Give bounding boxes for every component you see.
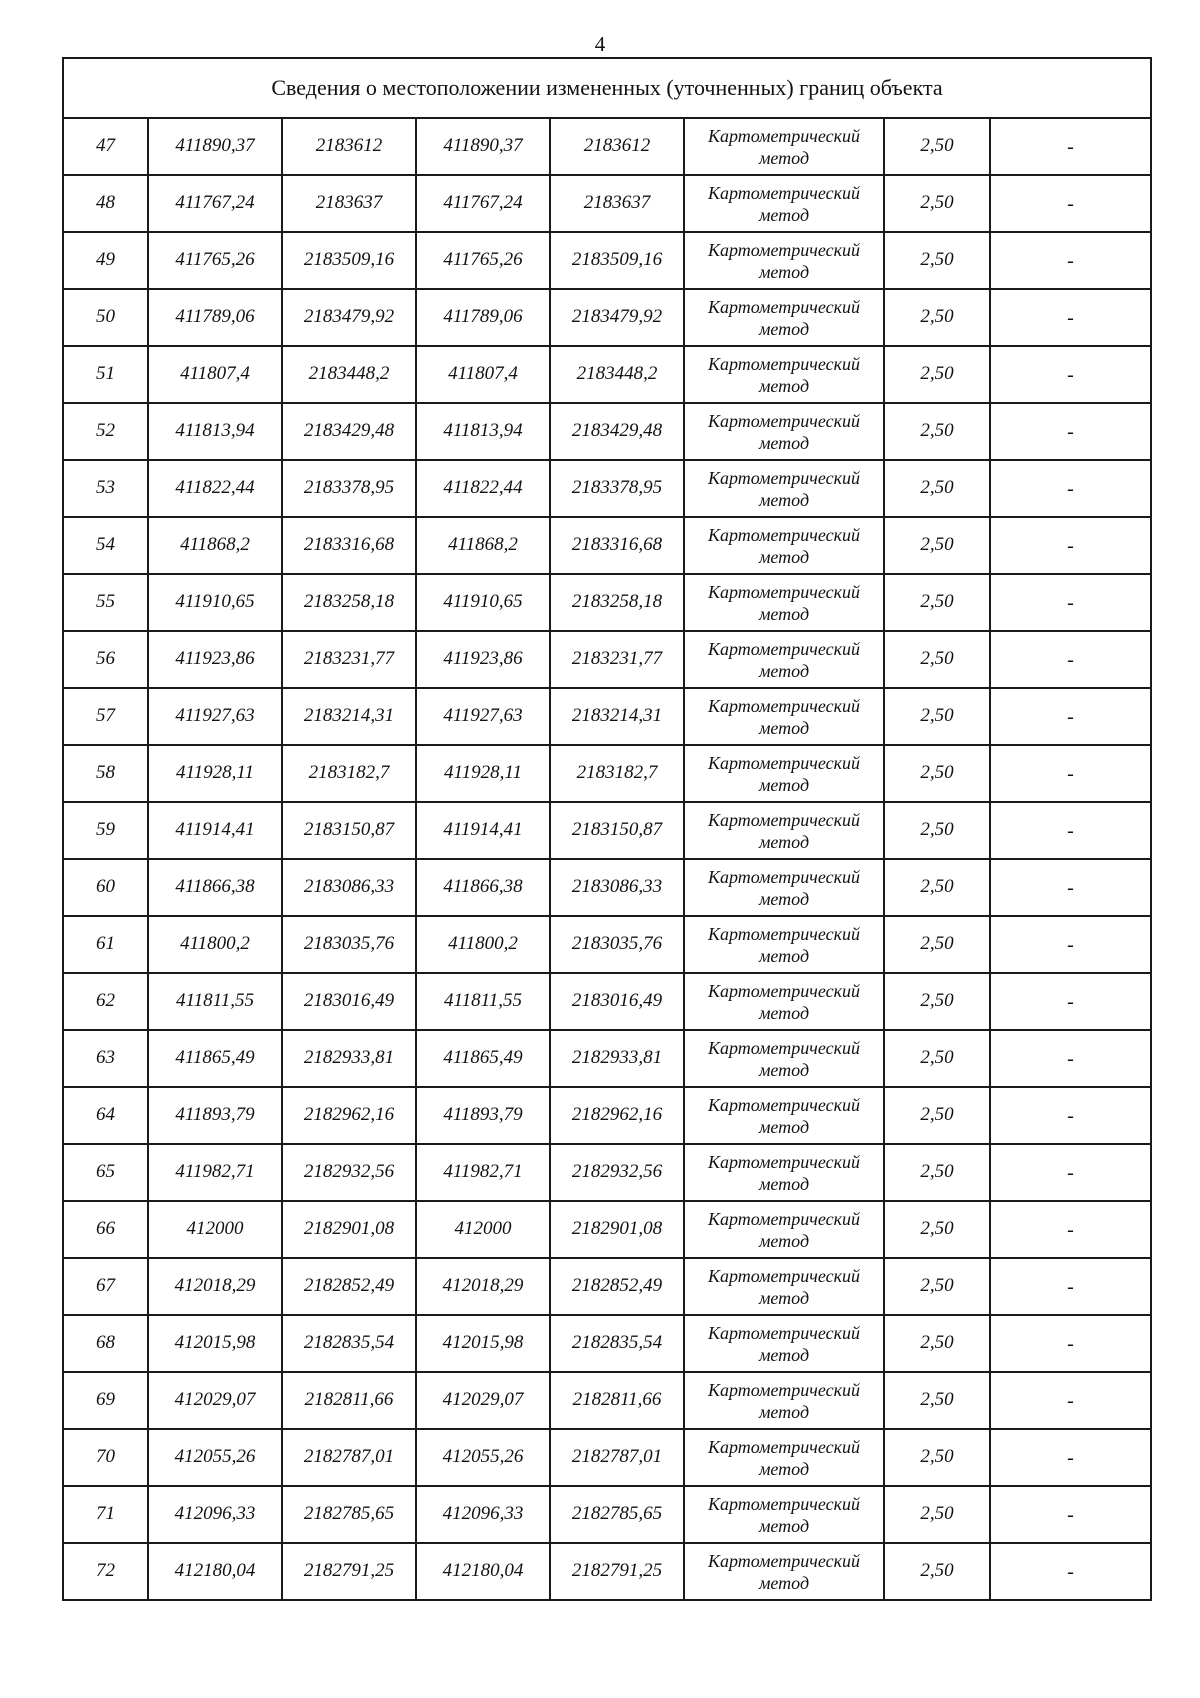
point-number-cell: 47 [63,118,148,175]
point-number-cell: 60 [63,859,148,916]
refined-x-cell: 411868,2 [416,517,550,574]
refined-x-cell: 411914,41 [416,802,550,859]
accuracy-cell: 2,50 [884,916,990,973]
description-cell: - [990,460,1151,517]
refined-x-cell: 411866,38 [416,859,550,916]
refined-x-cell: 411982,71 [416,1144,550,1201]
existing-x-cell: 411928,11 [148,745,282,802]
point-number-cell: 58 [63,745,148,802]
refined-y-cell: 2182811,66 [550,1372,684,1429]
existing-x-cell: 411765,26 [148,232,282,289]
method-cell: Картометрический метод [684,859,884,916]
point-number-cell: 50 [63,289,148,346]
point-number-cell: 69 [63,1372,148,1429]
description-cell: - [990,175,1151,232]
refined-x-cell: 411813,94 [416,403,550,460]
method-cell: Картометрический метод [684,118,884,175]
accuracy-cell: 2,50 [884,688,990,745]
point-number-cell: 62 [63,973,148,1030]
refined-x-cell: 411811,55 [416,973,550,1030]
table-title-row [63,58,1151,118]
boundary-coordinates-table [62,57,1152,1601]
refined-y-cell: 2183612 [550,118,684,175]
existing-y-cell: 2182787,01 [282,1429,416,1486]
refined-x-cell: 412018,29 [416,1258,550,1315]
method-cell: Картометрический метод [684,460,884,517]
method-cell: Картометрический метод [684,631,884,688]
description-cell: - [990,1144,1151,1201]
existing-y-cell: 2182835,54 [282,1315,416,1372]
method-cell: Картометрический метод [684,1372,884,1429]
refined-x-cell: 411927,63 [416,688,550,745]
accuracy-cell: 2,50 [884,1087,990,1144]
point-number-cell: 72 [63,1543,148,1600]
method-cell: Картометрический метод [684,1315,884,1372]
method-cell: Картометрический метод [684,289,884,346]
table-row [63,916,1151,973]
method-cell: Картометрический метод [684,517,884,574]
point-number-cell: 49 [63,232,148,289]
method-cell: Картометрический метод [684,745,884,802]
existing-x-cell: 411822,44 [148,460,282,517]
existing-y-cell: 2182901,08 [282,1201,416,1258]
refined-y-cell: 2183231,77 [550,631,684,688]
refined-y-cell: 2182962,16 [550,1087,684,1144]
point-number-cell: 70 [63,1429,148,1486]
existing-x-cell: 411982,71 [148,1144,282,1201]
table-row [63,1087,1151,1144]
refined-y-cell: 2182852,49 [550,1258,684,1315]
refined-y-cell: 2182932,56 [550,1144,684,1201]
accuracy-cell: 2,50 [884,118,990,175]
refined-x-cell: 411767,24 [416,175,550,232]
point-number-cell: 61 [63,916,148,973]
description-cell: - [990,1315,1151,1372]
accuracy-cell: 2,50 [884,802,990,859]
table-row [63,1315,1151,1372]
existing-y-cell: 2183258,18 [282,574,416,631]
existing-x-cell: 412096,33 [148,1486,282,1543]
table-row [63,631,1151,688]
table-row [63,1429,1151,1486]
accuracy-cell: 2,50 [884,175,990,232]
table-row [63,1030,1151,1087]
table-row [63,1201,1151,1258]
refined-x-cell: 411893,79 [416,1087,550,1144]
description-cell: - [990,1258,1151,1315]
method-cell: Картометрический метод [684,1258,884,1315]
point-number-cell: 54 [63,517,148,574]
method-cell: Картометрический метод [684,232,884,289]
accuracy-cell: 2,50 [884,289,990,346]
point-number-cell: 65 [63,1144,148,1201]
description-cell: - [990,517,1151,574]
description-cell: - [990,973,1151,1030]
existing-y-cell: 2183150,87 [282,802,416,859]
method-cell: Картометрический метод [684,973,884,1030]
method-cell: Картометрический метод [684,175,884,232]
point-number-cell: 68 [63,1315,148,1372]
description-cell: - [990,1486,1151,1543]
accuracy-cell: 2,50 [884,1543,990,1600]
existing-x-cell: 411813,94 [148,403,282,460]
existing-x-cell: 411927,63 [148,688,282,745]
accuracy-cell: 2,50 [884,1372,990,1429]
method-cell: Картометрический метод [684,1087,884,1144]
refined-y-cell: 2183016,49 [550,973,684,1030]
description-cell: - [990,346,1151,403]
table-row [63,1258,1151,1315]
table-row [63,517,1151,574]
refined-x-cell: 411800,2 [416,916,550,973]
existing-x-cell: 411923,86 [148,631,282,688]
existing-y-cell: 2182962,16 [282,1087,416,1144]
method-cell: Картометрический метод [684,1030,884,1087]
refined-x-cell: 411910,65 [416,574,550,631]
refined-y-cell: 2183448,2 [550,346,684,403]
point-number-cell: 56 [63,631,148,688]
refined-x-cell: 411822,44 [416,460,550,517]
refined-y-cell: 2183378,95 [550,460,684,517]
description-cell: - [990,916,1151,973]
refined-x-cell: 412029,07 [416,1372,550,1429]
refined-x-cell: 411765,26 [416,232,550,289]
existing-x-cell: 412029,07 [148,1372,282,1429]
refined-y-cell: 2182835,54 [550,1315,684,1372]
point-number-cell: 66 [63,1201,148,1258]
description-cell: - [990,403,1151,460]
accuracy-cell: 2,50 [884,1258,990,1315]
refined-y-cell: 2183509,16 [550,232,684,289]
refined-y-cell: 2183258,18 [550,574,684,631]
description-cell: - [990,631,1151,688]
accuracy-cell: 2,50 [884,403,990,460]
refined-x-cell: 412015,98 [416,1315,550,1372]
refined-y-cell: 2183429,48 [550,403,684,460]
description-cell: - [990,802,1151,859]
method-cell: Картометрический метод [684,1144,884,1201]
table-row [63,745,1151,802]
method-cell: Картометрический метод [684,1429,884,1486]
refined-x-cell: 412180,04 [416,1543,550,1600]
refined-x-cell: 411865,49 [416,1030,550,1087]
accuracy-cell: 2,50 [884,517,990,574]
accuracy-cell: 2,50 [884,460,990,517]
table-row [63,175,1151,232]
description-cell: - [990,1543,1151,1600]
table-row [63,346,1151,403]
existing-y-cell: 2182933,81 [282,1030,416,1087]
existing-x-cell: 411893,79 [148,1087,282,1144]
table-row [63,1372,1151,1429]
point-number-cell: 64 [63,1087,148,1144]
accuracy-cell: 2,50 [884,346,990,403]
accuracy-cell: 2,50 [884,1486,990,1543]
existing-x-cell: 412055,26 [148,1429,282,1486]
method-cell: Картометрический метод [684,403,884,460]
refined-y-cell: 2182933,81 [550,1030,684,1087]
table-row [63,574,1151,631]
table-body [63,58,1151,1600]
refined-x-cell: 412000 [416,1201,550,1258]
table-row [63,688,1151,745]
existing-x-cell: 411865,49 [148,1030,282,1087]
refined-x-cell: 411928,11 [416,745,550,802]
table-row [63,118,1151,175]
refined-x-cell: 411890,37 [416,118,550,175]
existing-x-cell: 411890,37 [148,118,282,175]
existing-y-cell: 2182932,56 [282,1144,416,1201]
accuracy-cell: 2,50 [884,232,990,289]
existing-y-cell: 2183231,77 [282,631,416,688]
accuracy-cell: 2,50 [884,1030,990,1087]
existing-x-cell: 411914,41 [148,802,282,859]
description-cell: - [990,1372,1151,1429]
accuracy-cell: 2,50 [884,1144,990,1201]
method-cell: Картометрический метод [684,1543,884,1600]
existing-x-cell: 412018,29 [148,1258,282,1315]
existing-x-cell: 412015,98 [148,1315,282,1372]
existing-y-cell: 2183086,33 [282,859,416,916]
accuracy-cell: 2,50 [884,859,990,916]
point-number-cell: 51 [63,346,148,403]
refined-y-cell: 2182785,65 [550,1486,684,1543]
refined-y-cell: 2183316,68 [550,517,684,574]
table-row [63,859,1151,916]
method-cell: Картометрический метод [684,802,884,859]
existing-y-cell: 2183214,31 [282,688,416,745]
point-number-cell: 48 [63,175,148,232]
refined-y-cell: 2182791,25 [550,1543,684,1600]
existing-x-cell: 411811,55 [148,973,282,1030]
description-cell: - [990,1201,1151,1258]
table-row [63,403,1151,460]
accuracy-cell: 2,50 [884,745,990,802]
description-cell: - [990,118,1151,175]
table-row [63,1486,1151,1543]
description-cell: - [990,859,1151,916]
existing-y-cell: 2183378,95 [282,460,416,517]
method-cell: Картометрический метод [684,688,884,745]
existing-x-cell: 411910,65 [148,574,282,631]
refined-x-cell: 412096,33 [416,1486,550,1543]
existing-y-cell: 2183016,49 [282,973,416,1030]
table-row [63,289,1151,346]
refined-x-cell: 411789,06 [416,289,550,346]
refined-y-cell: 2183086,33 [550,859,684,916]
accuracy-cell: 2,50 [884,1429,990,1486]
refined-y-cell: 2183035,76 [550,916,684,973]
method-cell: Картометрический метод [684,1486,884,1543]
table-row [63,460,1151,517]
accuracy-cell: 2,50 [884,574,990,631]
accuracy-cell: 2,50 [884,631,990,688]
existing-y-cell: 2182785,65 [282,1486,416,1543]
description-cell: - [990,1030,1151,1087]
refined-y-cell: 2183479,92 [550,289,684,346]
refined-y-cell: 2183214,31 [550,688,684,745]
existing-y-cell: 2183035,76 [282,916,416,973]
accuracy-cell: 2,50 [884,1201,990,1258]
existing-y-cell: 2182811,66 [282,1372,416,1429]
refined-y-cell: 2183150,87 [550,802,684,859]
existing-x-cell: 411807,4 [148,346,282,403]
table-row [63,1144,1151,1201]
point-number-cell: 55 [63,574,148,631]
table-row [63,973,1151,1030]
refined-y-cell: 2183637 [550,175,684,232]
existing-y-cell: 2183479,92 [282,289,416,346]
existing-y-cell: 2183509,16 [282,232,416,289]
existing-x-cell: 412180,04 [148,1543,282,1600]
method-cell: Картометрический метод [684,346,884,403]
existing-x-cell: 411868,2 [148,517,282,574]
existing-y-cell: 2183316,68 [282,517,416,574]
existing-y-cell: 2182791,25 [282,1543,416,1600]
page-number: 4 [594,32,606,56]
existing-y-cell: 2182852,49 [282,1258,416,1315]
existing-y-cell: 2183429,48 [282,403,416,460]
description-cell: - [990,1429,1151,1486]
point-number-cell: 52 [63,403,148,460]
method-cell: Картометрический метод [684,574,884,631]
description-cell: - [990,574,1151,631]
existing-x-cell: 411789,06 [148,289,282,346]
refined-y-cell: 2182787,01 [550,1429,684,1486]
existing-x-cell: 411866,38 [148,859,282,916]
description-cell: - [990,745,1151,802]
point-number-cell: 59 [63,802,148,859]
description-cell: - [990,1087,1151,1144]
accuracy-cell: 2,50 [884,973,990,1030]
existing-y-cell: 2183182,7 [282,745,416,802]
point-number-cell: 67 [63,1258,148,1315]
description-cell: - [990,688,1151,745]
method-cell: Картометрический метод [684,1201,884,1258]
table-row [63,232,1151,289]
point-number-cell: 63 [63,1030,148,1087]
table-row [63,802,1151,859]
point-number-cell: 71 [63,1486,148,1543]
existing-y-cell: 2183637 [282,175,416,232]
refined-x-cell: 411923,86 [416,631,550,688]
existing-x-cell: 411800,2 [148,916,282,973]
point-number-cell: 57 [63,688,148,745]
description-cell: - [990,289,1151,346]
method-cell: Картометрический метод [684,916,884,973]
refined-x-cell: 412055,26 [416,1429,550,1486]
existing-x-cell: 412000 [148,1201,282,1258]
existing-y-cell: 2183612 [282,118,416,175]
description-cell: - [990,232,1151,289]
refined-y-cell: 2182901,08 [550,1201,684,1258]
existing-y-cell: 2183448,2 [282,346,416,403]
refined-x-cell: 411807,4 [416,346,550,403]
refined-y-cell: 2183182,7 [550,745,684,802]
existing-x-cell: 411767,24 [148,175,282,232]
accuracy-cell: 2,50 [884,1315,990,1372]
table-title: Сведения о местоположении измененных (уточненных) границ объекта [63,58,1151,118]
table-row [63,1543,1151,1600]
point-number-cell: 53 [63,460,148,517]
